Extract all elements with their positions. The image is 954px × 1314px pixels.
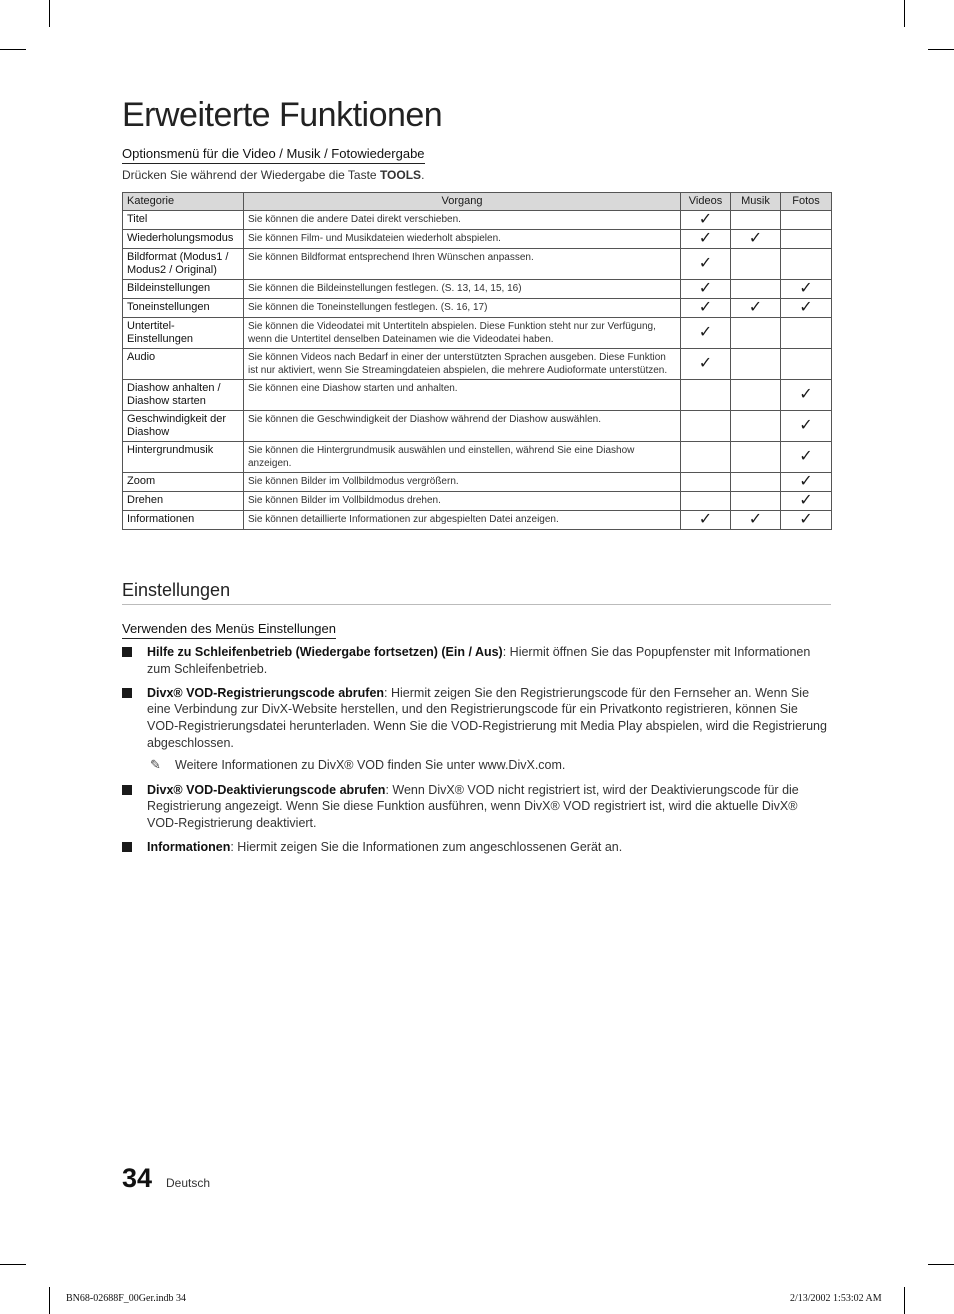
row-category: Titel <box>123 211 244 230</box>
row-description: Sie können die Hintergrundmusik auswählen und einstellen, während Sie eine Diashow anzeigen. <box>244 442 681 473</box>
empty-cell-music <box>731 349 781 380</box>
check-icon-music: ✓ <box>731 511 781 530</box>
row-description: Sie können die Videodatei mit Untertiteln abspielen. Diese Funktion steht nur zur Verfügung, wenn die Untertitel denselben Dateinamen wie die Videodatei haben. <box>244 318 681 349</box>
table-header-row <box>123 193 832 211</box>
empty-cell-music <box>731 318 781 349</box>
empty-cell-photos <box>781 349 832 380</box>
empty-cell-videos <box>681 380 731 411</box>
table-row <box>123 211 832 230</box>
bullet-square-icon <box>122 688 132 698</box>
list-item: Divx® VOD-Registrierungscode abrufen: Hiermit zeigen Sie den Registrierungscode für den Fernseher an. Wenn Sie eine Verbindung zur DivX-Website herstellen, und den Registrierungscode für ein Privatkonto registrieren, können Sie VOD-Registrierungsdatei herunterladen. Wenn Sie die VOD-Registrierung mit Media Play abspielen, wird die Registrierung abgeschlossen. <box>122 685 831 752</box>
table-row <box>123 249 832 280</box>
footer-file: BN68-02688F_00Ger.indb 34 <box>66 1293 186 1304</box>
bullet-square-icon <box>122 842 132 852</box>
empty-cell-photos <box>781 230 832 249</box>
table-row <box>123 511 832 530</box>
table-row <box>123 411 832 442</box>
empty-cell-videos <box>681 411 731 442</box>
bullet-square-icon <box>122 785 132 795</box>
row-description: Sie können Videos nach Bedarf in einer der unterstützten Sprachen ausgeben. Diese Funktion ist nur aktiviert, wenn Sie Streamingdateien abspielen, die mehrere Audioformate unterstützen. <box>244 349 681 380</box>
check-icon-videos: ✓ <box>681 318 731 349</box>
page-language: Deutsch <box>166 1176 211 1190</box>
bullet-square-icon <box>122 647 132 657</box>
row-description: Sie können die Bildeinstellungen festlegen. (S. 13, 14, 15, 16) <box>244 280 681 299</box>
check-icon-photos: ✓ <box>781 473 832 492</box>
page-title: Erweiterte Funktionen <box>122 96 443 134</box>
empty-cell-videos <box>681 473 731 492</box>
empty-cell-photos <box>781 249 832 280</box>
check-icon-videos: ✓ <box>681 299 731 318</box>
table-row <box>123 492 832 511</box>
tools-key: TOOLS <box>379 168 422 182</box>
check-icon-videos: ✓ <box>681 249 731 280</box>
row-category: Geschwindigkeit der Diashow <box>123 411 244 442</box>
crop-mark <box>49 1287 50 1314</box>
options-table <box>122 192 832 530</box>
header-operation: Vorgang <box>244 193 681 211</box>
empty-cell-videos <box>681 442 731 473</box>
empty-cell-music <box>731 492 781 511</box>
empty-cell-music <box>731 249 781 280</box>
check-icon-photos: ✓ <box>781 511 832 530</box>
crop-mark <box>0 1264 26 1265</box>
empty-cell-music <box>731 280 781 299</box>
crop-mark <box>928 1264 954 1265</box>
check-icon-photos: ✓ <box>781 411 832 442</box>
empty-cell-photos <box>781 318 832 349</box>
check-icon-videos: ✓ <box>681 211 731 230</box>
row-category: Zoom <box>123 473 244 492</box>
row-category: Informationen <box>123 511 244 530</box>
table-row <box>123 473 832 492</box>
header-category: Kategorie <box>123 193 244 211</box>
table-row <box>123 349 832 380</box>
row-description: Sie können die Toneinstellungen festlegen. (S. 16, 17) <box>244 299 681 318</box>
empty-cell-videos <box>681 492 731 511</box>
row-category: Diashow anhalten / Diashow starten <box>123 380 244 411</box>
settings-subheading: Verwenden des Menüs Einstellungen <box>122 621 336 639</box>
pencil-note-icon: ✎ <box>150 756 161 772</box>
check-icon-photos: ✓ <box>781 380 832 411</box>
empty-cell-music <box>731 442 781 473</box>
note: ✎ Weitere Informationen zu DivX® VOD finden Sie unter www.DivX.com. <box>150 756 566 772</box>
table-row <box>123 280 832 299</box>
check-icon-videos: ✓ <box>681 511 731 530</box>
options-heading: Optionsmenü für die Video / Musik / Fotowiedergabe <box>122 146 425 164</box>
check-icon-videos: ✓ <box>681 280 731 299</box>
crop-mark <box>0 49 26 50</box>
check-icon-photos: ✓ <box>781 280 832 299</box>
table-row <box>123 230 832 249</box>
settings-list <box>122 644 831 863</box>
header-music: Musik <box>731 193 781 211</box>
row-description: Sie können eine Diashow starten und anhalten. <box>244 380 681 411</box>
settings-title: Einstellungen <box>122 580 831 605</box>
row-category: Toneinstellungen <box>123 299 244 318</box>
table-row <box>123 318 832 349</box>
check-icon-photos: ✓ <box>781 442 832 473</box>
header-photos: Fotos <box>781 193 832 211</box>
empty-cell-music <box>731 473 781 492</box>
crop-mark <box>49 0 50 27</box>
crop-mark <box>928 49 954 50</box>
row-category: Bildeinstellungen <box>123 280 244 299</box>
row-category: Untertitel-Einstellungen <box>123 318 244 349</box>
list-item: Divx® VOD-Deaktivierungscode abrufen: Wenn DivX® VOD nicht registriert ist, wird der Deaktivierungscode für die Registrierung angezeigt. Wenn Sie diese Funktion ausführen, wenn DivX® VOD registriert ist, wird die aktuelle DivX® VOD-Registrierung deaktiviert. <box>122 782 831 832</box>
page-number: 34 <box>122 1163 153 1193</box>
row-category: Wiederholungsmodus <box>123 230 244 249</box>
crop-mark <box>904 0 905 27</box>
crop-mark <box>904 1287 905 1314</box>
check-icon-music: ✓ <box>731 230 781 249</box>
table-row <box>123 299 832 318</box>
empty-cell-photos <box>781 211 832 230</box>
check-icon-photos: ✓ <box>781 299 832 318</box>
row-description: Sie können detaillierte Informationen zur abgespielten Datei anzeigen. <box>244 511 681 530</box>
empty-cell-music <box>731 380 781 411</box>
check-icon-videos: ✓ <box>681 349 731 380</box>
footer-date: 2/13/2002 1:53:02 AM <box>790 1293 882 1304</box>
row-category: Drehen <box>123 492 244 511</box>
row-description: Sie können die andere Datei direkt verschieben. <box>244 211 681 230</box>
row-description: Sie können Film- und Musikdateien wiederholt abspielen. <box>244 230 681 249</box>
row-category: Audio <box>123 349 244 380</box>
header-videos: Videos <box>681 193 731 211</box>
table-row <box>123 380 832 411</box>
row-category: Bildformat (Modus1 / Modus2 / Original) <box>123 249 244 280</box>
row-description: Sie können Bilder im Vollbildmodus vergrößern. <box>244 473 681 492</box>
table-row <box>123 442 832 473</box>
row-description: Sie können die Geschwindigkeit der Diashow während der Diashow auswählen. <box>244 411 681 442</box>
list-item: Hilfe zu Schleifenbetrieb (Wiedergabe fortsetzen) (Ein / Aus): Hiermit öffnen Sie das Popupfenster mit Informationen zum Schleifenbetrieb. <box>122 644 831 678</box>
check-icon-videos: ✓ <box>681 230 731 249</box>
row-description: Sie können Bildformat entsprechend Ihren Wünschen anpassen. <box>244 249 681 280</box>
empty-cell-music <box>731 411 781 442</box>
row-category: Hintergrundmusik <box>123 442 244 473</box>
list-item: Informationen: Hiermit zeigen Sie die Informationen zum angeschlossenen Gerät an. <box>122 839 831 856</box>
empty-cell-music <box>731 211 781 230</box>
intro-text: Drücken Sie während der Wiedergabe die Taste TOOLS. <box>122 168 425 182</box>
check-icon-photos: ✓ <box>781 492 832 511</box>
check-icon-music: ✓ <box>731 299 781 318</box>
row-description: Sie können Bilder im Vollbildmodus drehen. <box>244 492 681 511</box>
